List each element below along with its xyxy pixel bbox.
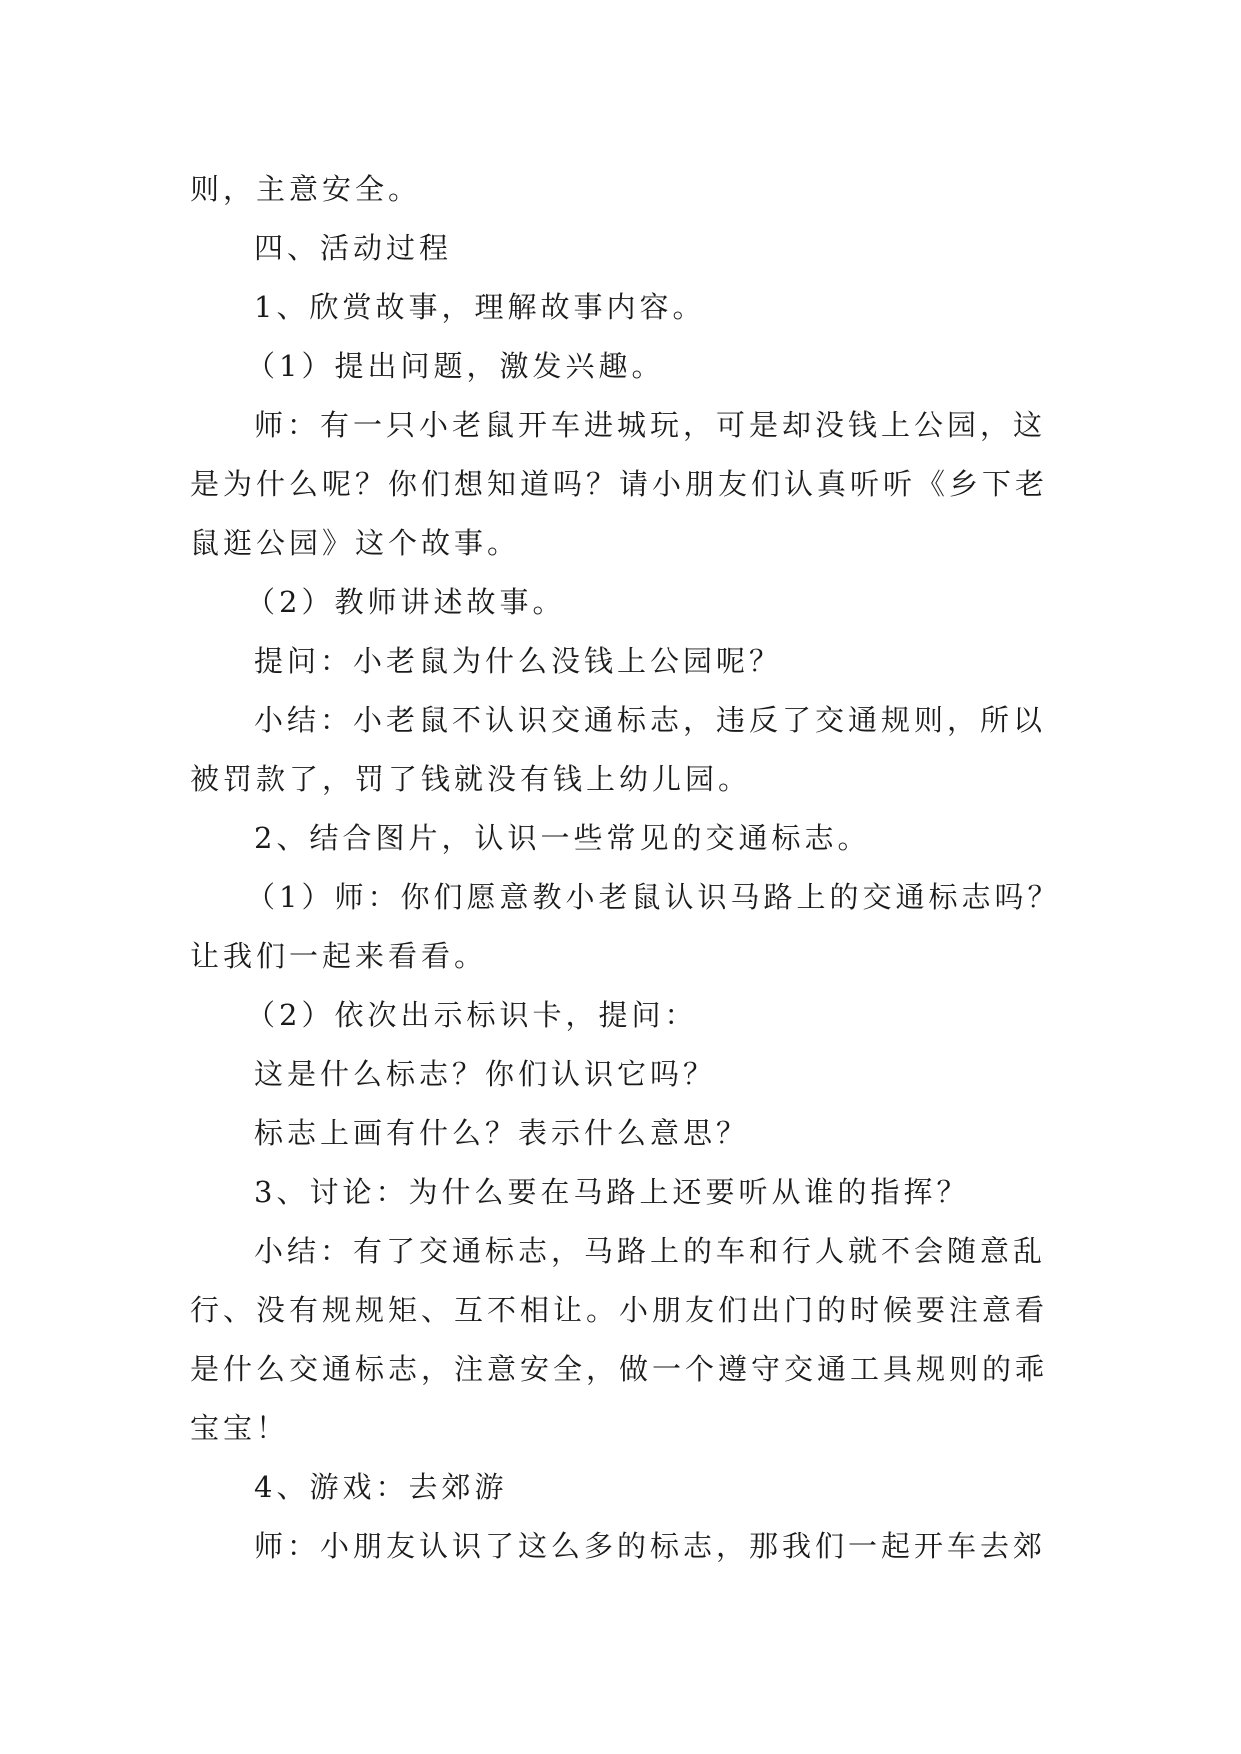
text-line: 行、没有规规矩、互不相让。小朋友们出门的时候要注意看 bbox=[190, 1293, 1049, 1327]
sub-step-heading: （2）依次出示标识卡，提问： bbox=[246, 998, 698, 1032]
text-line: 是为什么呢？你们想知道吗？请小朋友们认真听听《乡下老 bbox=[190, 467, 1049, 501]
text-line: 被罚款了，罚了钱就没有钱上幼儿园。 bbox=[190, 762, 752, 796]
body-text bbox=[190, 160, 1060, 1576]
text-line: 则，主意安全。 bbox=[190, 172, 422, 206]
text-line: 让我们一起来看看。 bbox=[190, 939, 488, 973]
text-line: 提问：小老鼠为什么没钱上公园呢？ bbox=[254, 644, 783, 678]
text-line: 师：小朋友认识了这么多的标志，那我们一起开车去郊 bbox=[254, 1529, 1047, 1563]
sub-step-heading: （1）提出问题，激发兴趣。 bbox=[246, 349, 665, 383]
text-line: 小结：有了交通标志，马路上的车和行人就不会随意乱 bbox=[254, 1234, 1047, 1268]
sub-step-heading: （1）师：你们愿意教小老鼠认识马路上的交通标志吗？ bbox=[246, 880, 1061, 914]
text-line: 宝宝！ bbox=[190, 1411, 290, 1445]
step-heading: 4、游戏：去郊游 bbox=[254, 1470, 508, 1504]
step-heading: 3、讨论：为什么要在马路上还要听从谁的指挥？ bbox=[254, 1175, 970, 1209]
text-line: 这是什么标志？你们认识它吗？ bbox=[254, 1057, 717, 1091]
text-line: 师：有一只小老鼠开车进城玩，可是却没钱上公园，这 bbox=[254, 408, 1047, 442]
sub-step-heading: （2）教师讲述故事。 bbox=[246, 585, 566, 619]
text-line: 小结：小老鼠不认识交通标志，违反了交通规则，所以 bbox=[254, 703, 1047, 737]
text-line: 是什么交通标志，注意安全，做一个遵守交通工具规则的乖 bbox=[190, 1352, 1049, 1386]
section-heading: 四、活动过程 bbox=[254, 231, 453, 265]
text-line: 鼠逛公园》这个故事。 bbox=[190, 526, 521, 560]
step-heading: 1、欣赏故事，理解故事内容。 bbox=[254, 290, 706, 324]
text-line: 标志上画有什么？表示什么意思？ bbox=[254, 1116, 750, 1150]
step-heading: 2、结合图片，认识一些常见的交通标志。 bbox=[254, 821, 871, 855]
